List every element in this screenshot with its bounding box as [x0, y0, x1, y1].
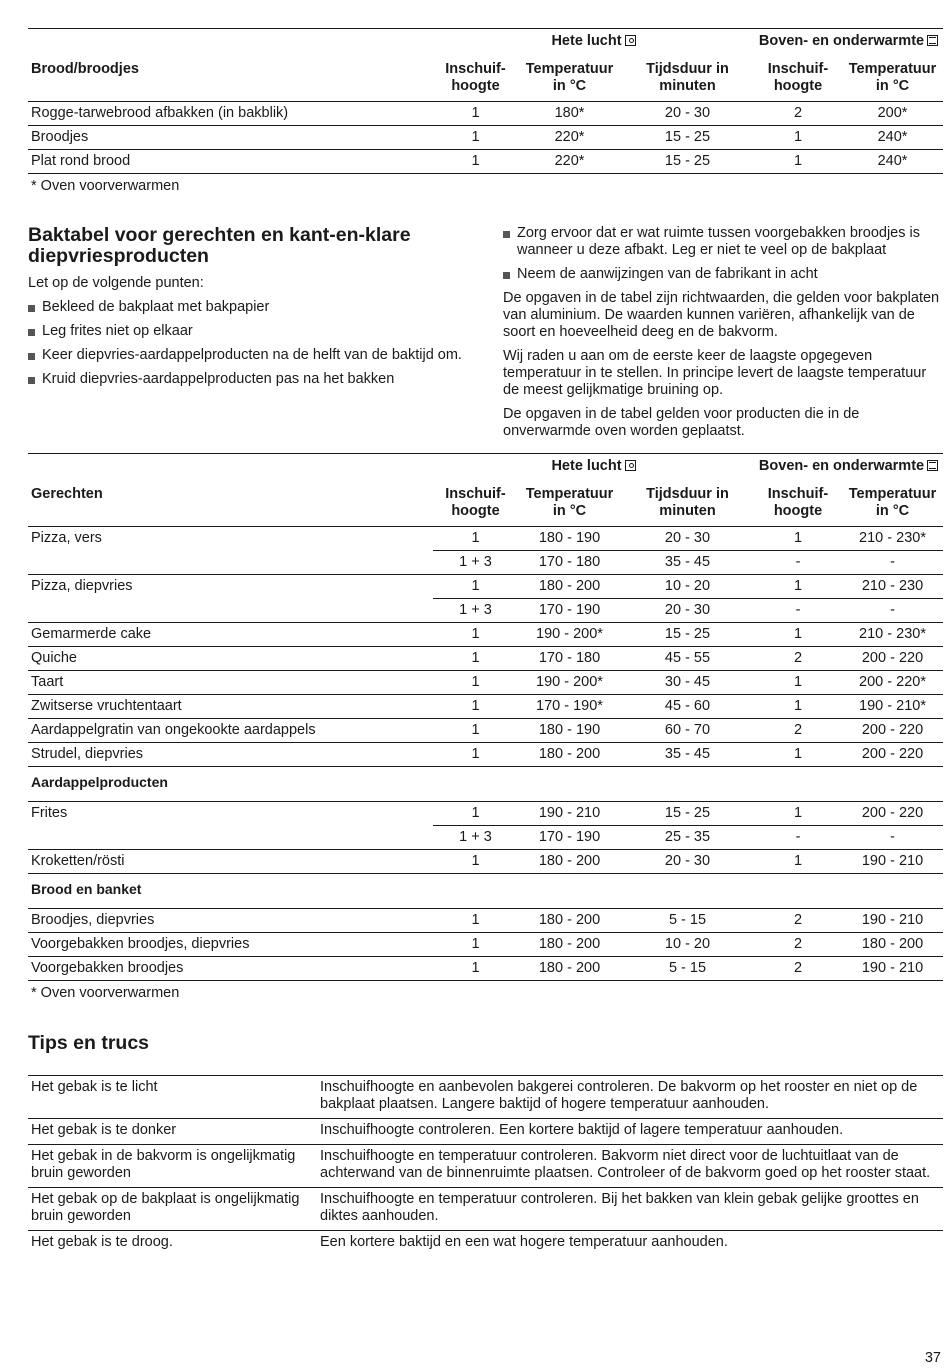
table-cell: 170 - 190: [518, 599, 621, 623]
table-cell: 1: [433, 575, 518, 599]
table-cell: 1: [433, 647, 518, 671]
table-cell: 60 - 70: [621, 719, 754, 743]
row-label: Plat rond brood: [28, 150, 433, 174]
table-cell: 180 - 200: [518, 743, 621, 767]
tip-problem: Het gebak is te droog.: [28, 1231, 317, 1257]
dishes-footnote: * Oven voorverwarmen: [28, 980, 943, 1002]
table-cell: 1: [433, 743, 518, 767]
table-cell: 200 - 220: [842, 647, 943, 671]
dishes_table-column-header: Inschuif-hoogte: [445, 486, 506, 519]
page-number: 37: [924, 1350, 941, 1366]
table-cell: 1: [433, 850, 518, 874]
table-row: [28, 719, 943, 743]
table-row: [28, 551, 943, 575]
table-cell: 190 - 210: [842, 850, 943, 874]
table-cell: 2: [754, 102, 842, 126]
table-cell: 1: [433, 102, 518, 126]
table-row: [28, 957, 943, 981]
table-cell: 1: [433, 150, 518, 174]
tip-solution: Inschuifhoogte en temperatuur controleren. Bij het bakken van klein gebak gelijke groottes en diktes aanhouden.: [317, 1188, 943, 1231]
bullet-item: Leg frites niet op elkaar: [28, 323, 473, 340]
tip-problem: Het gebak is te donker: [28, 1119, 317, 1145]
bullet-item: Neem de aanwijzingen van de fabrikant in acht: [503, 266, 943, 283]
table-row: [28, 671, 943, 695]
top-bottom-heat-icon: [927, 460, 938, 471]
table-cell: 1: [754, 850, 842, 874]
table-row: [28, 933, 943, 957]
table-cell: 30 - 45: [621, 671, 754, 695]
table-cell: 1: [754, 802, 842, 826]
row-label: Frites: [28, 802, 433, 826]
table-cell: 5 - 15: [621, 909, 754, 933]
table-cell: 20 - 30: [621, 527, 754, 551]
bread-table: [28, 28, 943, 173]
hot-air-icon: [625, 460, 636, 471]
table-cell: 20 - 30: [621, 102, 754, 126]
table-cell: 15 - 25: [621, 802, 754, 826]
table-cell: 190 - 210: [842, 909, 943, 933]
row-label: Aardappelgratin van ongekookte aardappels: [28, 719, 433, 743]
tip-solution: Inschuifhoogte en temperatuur controleren. Bakvorm niet direct voor de luchtuitlaat van de achterwand van de binnenruimte plaatsen. Controleer of de bakvorm goed op het rooster staat.: [317, 1145, 943, 1188]
tips-table: [28, 1075, 943, 1256]
bread_table-column-header: Inschuif-hoogte: [767, 61, 829, 94]
row-label: [28, 826, 433, 850]
table-row: [28, 575, 943, 599]
page: [28, 0, 943, 1256]
bread_table-column-header: Temperatuur in °C: [848, 61, 937, 94]
table-cell: 1: [433, 126, 518, 150]
table-row: [28, 599, 943, 623]
table-cell: 210 - 230*: [842, 623, 943, 647]
dishes_table-column-header: Inschuif-hoogte: [767, 486, 829, 519]
bread-footnote: * Oven voorverwarmen: [28, 173, 943, 195]
table-cell: 190 - 210*: [842, 695, 943, 719]
dishes-hot-air-header: Hete lucht: [433, 454, 754, 482]
table-cell: 35 - 45: [621, 551, 754, 575]
table-row: [28, 527, 943, 551]
row-label: [28, 551, 433, 575]
table-cell: 1: [433, 671, 518, 695]
table-cell: -: [754, 551, 842, 575]
table-cell: 180 - 200: [518, 575, 621, 599]
baktabel-left-column: [28, 225, 473, 447]
table-cell: 20 - 30: [621, 850, 754, 874]
top-bottom-header: Boven- en onderwarmte: [754, 29, 943, 57]
table-cell: 1: [433, 719, 518, 743]
bread_table-column-header: Tijdsduur in minuten: [646, 61, 729, 94]
table-row: [28, 850, 943, 874]
table-cell: 2: [754, 909, 842, 933]
table-cell: 2: [754, 719, 842, 743]
table-cell: -: [842, 826, 943, 850]
table-cell: 200 - 220*: [842, 671, 943, 695]
table-cell: 45 - 60: [621, 695, 754, 719]
baktabel-right-column: [503, 225, 943, 447]
baktabel-paragraph-1: De opgaven in de tabel zijn richtwaarden, die gelden voor bakplaten van aluminium. De waarden kunnen variëren, afhankelijk van de soort en hoeveelheid deeg en de bakvorm.: [503, 290, 940, 340]
dishes-top-bottom-header: Boven- en onderwarmte: [754, 454, 943, 482]
row-label: Voorgebakken broodjes: [28, 957, 433, 981]
bread_table-column-header: Inschuif-hoogte: [445, 61, 506, 94]
table-cell: 170 - 180: [518, 551, 621, 575]
bread_table-column-header: Temperatuur in °C: [525, 61, 614, 94]
row-label: Rogge-tarwebrood afbakken (in bakblik): [28, 102, 433, 126]
table-cell: 1: [754, 575, 842, 599]
table-cell: 1: [433, 957, 518, 981]
table-row: [28, 826, 943, 850]
table-cell: 45 - 55: [621, 647, 754, 671]
table-row: [28, 126, 943, 150]
bullet-item: Keer diepvries-aardappelproducten na de helft van de baktijd om.: [28, 347, 473, 364]
table-row: [28, 647, 943, 671]
table-cell: 240*: [842, 126, 943, 150]
baktabel-intro: Let op de volgende punten:: [28, 275, 204, 291]
table-cell: 170 - 190*: [518, 695, 621, 719]
table-cell: 35 - 45: [621, 743, 754, 767]
table-row: [28, 695, 943, 719]
table-cell: 1: [754, 126, 842, 150]
tips-row: [28, 1076, 943, 1119]
tip-solution: Inschuifhoogte controleren. Een kortere baktijd of lagere temperatuur aanhouden.: [317, 1119, 943, 1145]
dishes-table: [28, 453, 943, 980]
hot-air-icon: [625, 35, 636, 46]
tip-problem: Het gebak is te licht: [28, 1076, 317, 1119]
table-cell: 220*: [518, 126, 621, 150]
bullet-item: Zorg ervoor dat er wat ruimte tussen voorgebakken broodjes is wanneer u deze afbakt. Leg er niet te veel op de bakplaat: [503, 225, 943, 259]
table-cell: 2: [754, 957, 842, 981]
bullet-item: Bekleed de bakplaat met bakpapier: [28, 299, 473, 316]
right-bullet-list: [503, 225, 943, 283]
table-cell: 180*: [518, 102, 621, 126]
table-row: [28, 743, 943, 767]
table-cell: 200*: [842, 102, 943, 126]
section-heading-potato: Aardappelproducten: [28, 767, 943, 802]
row-label: Strudel, diepvries: [28, 743, 433, 767]
table-cell: 1: [433, 909, 518, 933]
hot-air-header: Hete lucht: [433, 29, 754, 57]
dishes_table-column-header: Tijdsduur in minuten: [646, 486, 729, 519]
row-label: Kroketten/rösti: [28, 850, 433, 874]
tips-title: Tips en trucs: [28, 1032, 150, 1054]
table-cell: 180 - 200: [518, 957, 621, 981]
table-cell: 220*: [518, 150, 621, 174]
table-cell: 190 - 210: [518, 802, 621, 826]
table-cell: 1: [754, 623, 842, 647]
table-cell: 180 - 200: [518, 850, 621, 874]
left-bullet-list: [28, 299, 473, 388]
table-cell: 1: [754, 671, 842, 695]
table-cell: 2: [754, 647, 842, 671]
tip-solution: Een kortere baktijd en een wat hogere temperatuur aanhouden.: [317, 1231, 943, 1257]
tips-row: [28, 1231, 943, 1257]
table-cell: 180 - 190: [518, 527, 621, 551]
table-cell: 1: [754, 743, 842, 767]
table-cell: 1 + 3: [433, 551, 518, 575]
row-label: Pizza, diepvries: [28, 575, 433, 599]
tip-problem: Het gebak in de bakvorm is ongelijkmatig bruin geworden: [28, 1145, 317, 1188]
dishes_table-column-header: Temperatuur in °C: [848, 486, 937, 519]
table-cell: 10 - 20: [621, 933, 754, 957]
table-cell: 180 - 190: [518, 719, 621, 743]
table-cell: 25 - 35: [621, 826, 754, 850]
table-cell: 1: [754, 695, 842, 719]
table-cell: -: [842, 599, 943, 623]
tip-problem: Het gebak op de bakplaat is ongelijkmatig bruin geworden: [28, 1188, 317, 1231]
table-row: [28, 623, 943, 647]
table-cell: 180 - 200: [842, 933, 943, 957]
table-cell: -: [842, 551, 943, 575]
row-label: Voorgebakken broodjes, diepvries: [28, 933, 433, 957]
table-cell: 10 - 20: [621, 575, 754, 599]
row-label: Gemarmerde cake: [28, 623, 433, 647]
tip-solution: Inschuifhoogte en aanbevolen bakgerei controleren. De bakvorm op het rooster en niet op de bakplaat plaatsen. Langere baktijd of hogere temperatuur aanhouden.: [317, 1076, 943, 1119]
row-label: [28, 599, 433, 623]
table-row: [28, 150, 943, 174]
tips-row: [28, 1145, 943, 1188]
table-cell: 200 - 220: [842, 743, 943, 767]
tips-row: [28, 1188, 943, 1231]
table-cell: 1: [433, 933, 518, 957]
table-cell: 2: [754, 933, 842, 957]
baktabel-paragraph-3: De opgaven in de tabel gelden voor producten die in de onverwarmde oven worden geplaatst.: [503, 406, 860, 439]
table-cell: 15 - 25: [621, 150, 754, 174]
bread_table-column-header: Brood/broodjes: [31, 61, 139, 77]
table-row: [28, 802, 943, 826]
baktabel-title: Baktabel voor gerechten en kant-en-klare diepvriesproducten: [28, 224, 411, 267]
tips-row: [28, 1119, 943, 1145]
table-cell: 170 - 190: [518, 826, 621, 850]
table-cell: 1: [433, 695, 518, 719]
table-cell: 240*: [842, 150, 943, 174]
table-cell: 20 - 30: [621, 599, 754, 623]
table-cell: 180 - 200: [518, 909, 621, 933]
table-cell: 180 - 200: [518, 933, 621, 957]
top-bottom-heat-icon: [927, 35, 938, 46]
row-label: Pizza, vers: [28, 527, 433, 551]
row-label: Broodjes: [28, 126, 433, 150]
table-cell: 200 - 220: [842, 802, 943, 826]
table-cell: 15 - 25: [621, 623, 754, 647]
table-cell: 1: [433, 802, 518, 826]
table-cell: 1: [433, 623, 518, 647]
table-row: [28, 102, 943, 126]
table-cell: 210 - 230: [842, 575, 943, 599]
table-cell: 1 + 3: [433, 599, 518, 623]
table-cell: 190 - 200*: [518, 671, 621, 695]
table-row: [28, 909, 943, 933]
table-cell: 210 - 230*: [842, 527, 943, 551]
row-label: Zwitserse vruchtentaart: [28, 695, 433, 719]
table-cell: 190 - 200*: [518, 623, 621, 647]
dishes_table-column-header: Gerechten: [31, 486, 103, 502]
row-label: Broodjes, diepvries: [28, 909, 433, 933]
table-cell: -: [754, 826, 842, 850]
section-heading-bread: Brood en banket: [28, 874, 943, 909]
table-cell: -: [754, 599, 842, 623]
table-cell: 170 - 180: [518, 647, 621, 671]
table-cell: 1: [754, 527, 842, 551]
baktabel-paragraph-2: Wij raden u aan om de eerste keer de laagste opgegeven temperatuur in te stellen. In principe levert de laagste temperatuur de meest gelijkmatige bruining op.: [503, 348, 927, 398]
table-cell: 1: [433, 527, 518, 551]
dishes_table-column-header: Temperatuur in °C: [525, 486, 614, 519]
row-label: Taart: [28, 671, 433, 695]
table-cell: 1: [754, 150, 842, 174]
table-cell: 190 - 210: [842, 957, 943, 981]
table-cell: 5 - 15: [621, 957, 754, 981]
row-label: Quiche: [28, 647, 433, 671]
table-cell: 15 - 25: [621, 126, 754, 150]
bullet-item: Kruid diepvries-aardappelproducten pas na het bakken: [28, 371, 473, 388]
table-cell: 200 - 220: [842, 719, 943, 743]
table-cell: 1 + 3: [433, 826, 518, 850]
